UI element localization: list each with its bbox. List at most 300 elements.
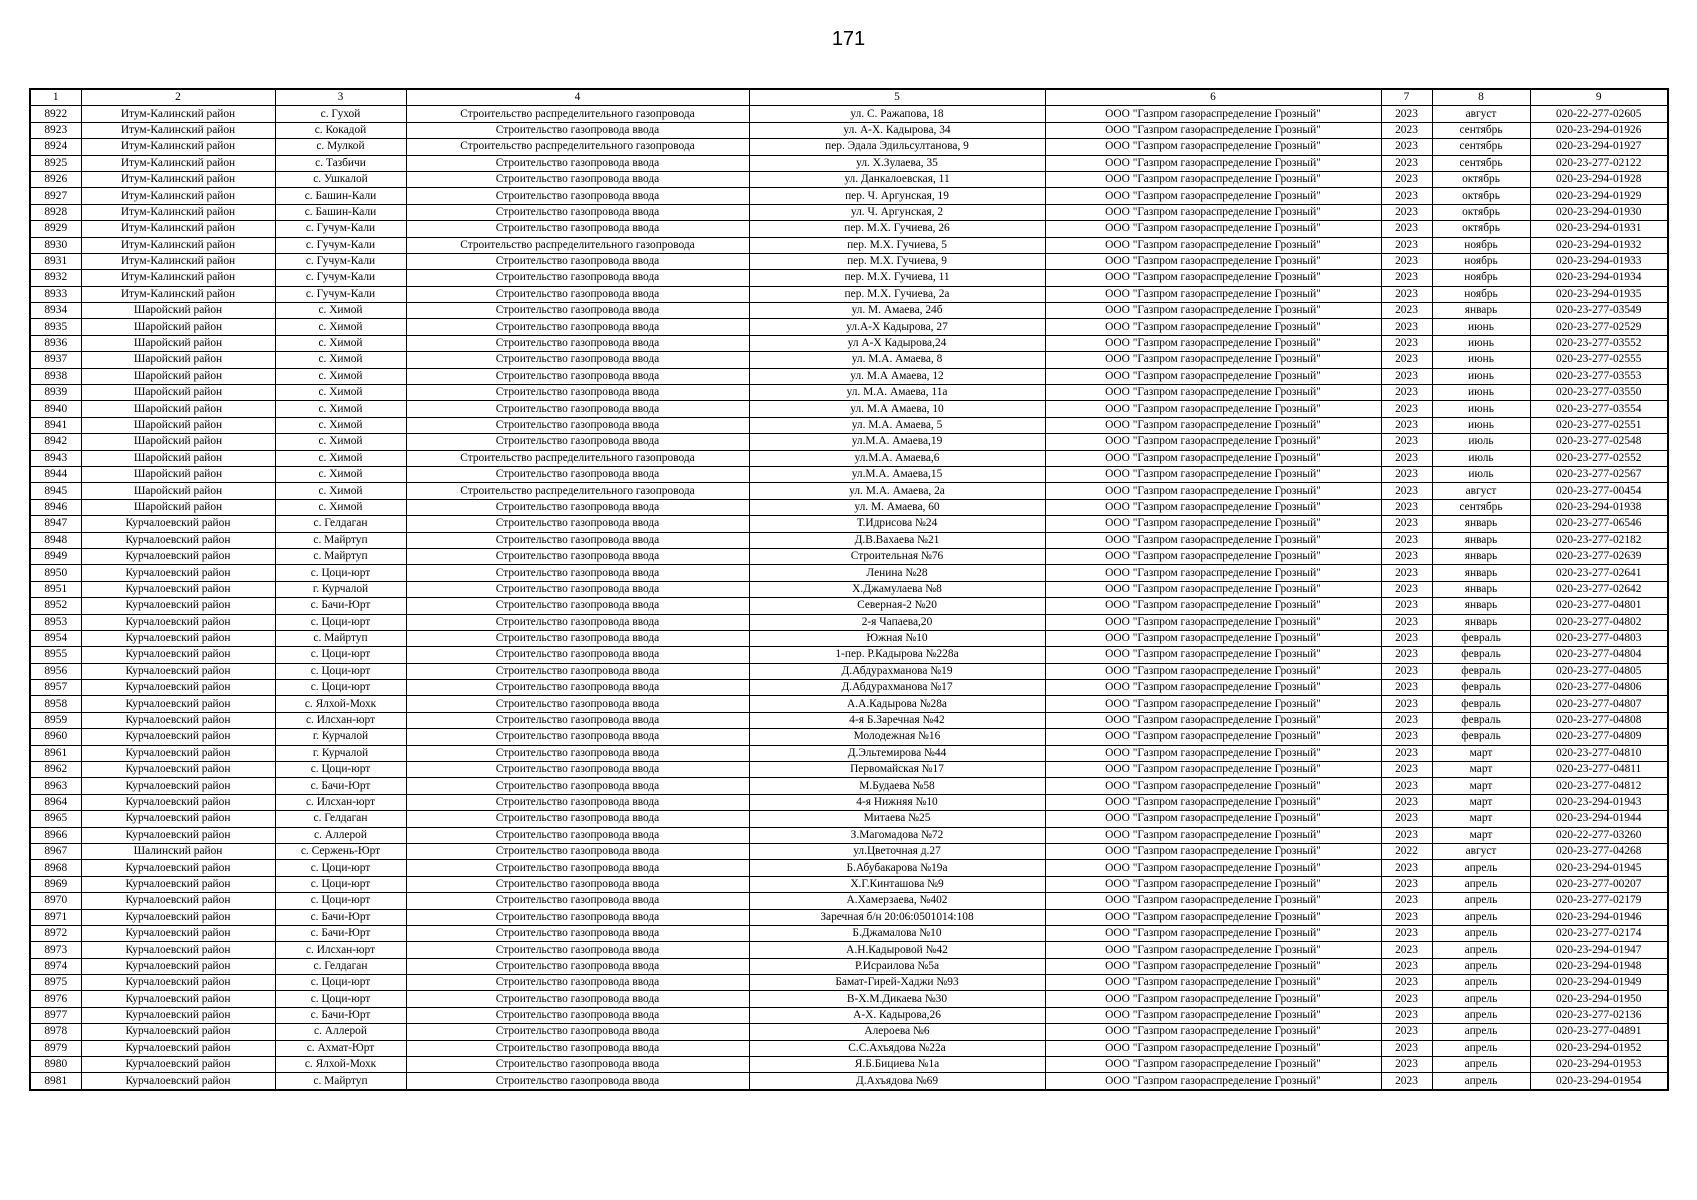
organization-cell: ООО "Газпром газораспределение Грозный" [1045, 106, 1381, 122]
code-cell: 020-23-277-02552 [1530, 450, 1668, 466]
row-number-cell: 8948 [30, 532, 81, 548]
month-cell: апрель [1432, 1040, 1530, 1056]
address-cell: ул. М.А. Амаева, 5 [749, 417, 1045, 433]
month-cell: сентябрь [1432, 499, 1530, 515]
organization-cell: ООО "Газпром газораспределение Грозный" [1045, 401, 1381, 417]
code-cell: 020-23-294-01926 [1530, 122, 1668, 138]
year-cell: 2023 [1381, 794, 1432, 810]
organization-cell: ООО "Газпром газораспределение Грозный" [1045, 155, 1381, 171]
settlement-cell: с. Башин-Кали [275, 204, 406, 220]
table-row [30, 139, 1668, 155]
work-type-cell: Строительство газопровода ввода [406, 204, 749, 220]
row-number-cell: 8942 [30, 434, 81, 450]
code-cell: 020-23-277-03550 [1530, 385, 1668, 401]
district-cell: Шалинский район [81, 843, 275, 859]
month-cell: июнь [1432, 417, 1530, 433]
table-row [30, 565, 1668, 581]
table-row [30, 1024, 1668, 1040]
district-cell: Итум-Калинский район [81, 155, 275, 171]
month-cell: сентябрь [1432, 122, 1530, 138]
district-cell: Курчалоевский район [81, 1024, 275, 1040]
address-cell: Д.Абдурахманова №17 [749, 680, 1045, 696]
row-number-cell: 8980 [30, 1057, 81, 1073]
row-number-cell: 8949 [30, 548, 81, 564]
year-cell: 2023 [1381, 188, 1432, 204]
year-cell: 2023 [1381, 319, 1432, 335]
work-type-cell: Строительство газопровода ввода [406, 827, 749, 843]
organization-cell: ООО "Газпром газораспределение Грозный" [1045, 122, 1381, 138]
table-row [30, 434, 1668, 450]
settlement-cell: с. Майртуп [275, 1073, 406, 1090]
address-cell: пер. М.Х. Гучиева, 11 [749, 270, 1045, 286]
district-cell: Курчалоевский район [81, 614, 275, 630]
organization-cell: ООО "Газпром газораспределение Грозный" [1045, 499, 1381, 515]
work-type-cell: Строительство газопровода ввода [406, 122, 749, 138]
organization-cell: ООО "Газпром газораспределение Грозный" [1045, 778, 1381, 794]
column-header: 2 [81, 89, 275, 106]
month-cell: февраль [1432, 729, 1530, 745]
year-cell: 2023 [1381, 548, 1432, 564]
month-cell: январь [1432, 516, 1530, 532]
work-type-cell: Строительство газопровода ввода [406, 647, 749, 663]
year-cell: 2023 [1381, 434, 1432, 450]
settlement-cell: с. Тазбичи [275, 155, 406, 171]
row-number-cell: 8931 [30, 253, 81, 269]
organization-cell: ООО "Газпром газораспределение Грозный" [1045, 696, 1381, 712]
settlement-cell: с. Ялхой-Мохк [275, 696, 406, 712]
district-cell: Итум-Калинский район [81, 237, 275, 253]
work-type-cell: Строительство газопровода ввода [406, 319, 749, 335]
organization-cell: ООО "Газпром газораспределение Грозный" [1045, 319, 1381, 335]
code-cell: 020-23-294-01931 [1530, 221, 1668, 237]
row-number-cell: 8955 [30, 647, 81, 663]
organization-cell: ООО "Газпром газораспределение Грозный" [1045, 385, 1381, 401]
page-number: 171 [831, 28, 866, 50]
row-number-cell: 8976 [30, 991, 81, 1007]
month-cell: июнь [1432, 335, 1530, 351]
table-row [30, 303, 1668, 319]
district-cell: Курчалоевский район [81, 1040, 275, 1056]
district-cell: Шаройский район [81, 303, 275, 319]
row-number-cell: 8930 [30, 237, 81, 253]
work-type-cell: Строительство газопровода ввода [406, 843, 749, 859]
table-row [30, 417, 1668, 433]
settlement-cell: с. Химой [275, 352, 406, 368]
table-row [30, 270, 1668, 286]
organization-cell: ООО "Газпром газораспределение Грозный" [1045, 253, 1381, 269]
table-row [30, 794, 1668, 810]
district-cell: Итум-Калинский район [81, 188, 275, 204]
district-cell: Курчалоевский район [81, 663, 275, 679]
settlement-cell: с. Цоци-юрт [275, 614, 406, 630]
address-cell: С.С.Ахъядова №22а [749, 1040, 1045, 1056]
settlement-cell: с. Бачи-Юрт [275, 778, 406, 794]
table-row [30, 171, 1668, 187]
month-cell: январь [1432, 581, 1530, 597]
organization-cell: ООО "Газпром газораспределение Грозный" [1045, 680, 1381, 696]
settlement-cell: с. Мулкой [275, 139, 406, 155]
column-header: 9 [1530, 89, 1668, 106]
row-number-cell: 8978 [30, 1024, 81, 1040]
district-cell: Курчалоевский район [81, 647, 275, 663]
year-cell: 2023 [1381, 909, 1432, 925]
row-number-cell: 8973 [30, 942, 81, 958]
year-cell: 2023 [1381, 204, 1432, 220]
year-cell: 2023 [1381, 893, 1432, 909]
settlement-cell: с. Цоци-юрт [275, 762, 406, 778]
row-number-cell: 8940 [30, 401, 81, 417]
row-number-cell: 8932 [30, 270, 81, 286]
month-cell: июнь [1432, 385, 1530, 401]
row-number-cell: 8961 [30, 745, 81, 761]
table-row [30, 1007, 1668, 1023]
year-cell: 2023 [1381, 335, 1432, 351]
month-cell: апрель [1432, 958, 1530, 974]
month-cell: ноябрь [1432, 286, 1530, 302]
row-number-cell: 8933 [30, 286, 81, 302]
settlement-cell: с. Башин-Кали [275, 188, 406, 204]
code-cell: 020-23-277-02548 [1530, 434, 1668, 450]
work-type-cell: Строительство газопровода ввода [406, 401, 749, 417]
settlement-cell: с. Ялхой-Мохк [275, 1057, 406, 1073]
month-cell: сентябрь [1432, 139, 1530, 155]
organization-cell: ООО "Газпром газораспределение Грозный" [1045, 221, 1381, 237]
settlement-cell: с. Цоци-юрт [275, 991, 406, 1007]
district-cell: Итум-Калинский район [81, 139, 275, 155]
settlement-cell: с. Цоци-юрт [275, 565, 406, 581]
code-cell: 020-23-294-01950 [1530, 991, 1668, 1007]
address-cell: Я.Б.Бициева №1а [749, 1057, 1045, 1073]
organization-cell: ООО "Газпром газораспределение Грозный" [1045, 1007, 1381, 1023]
settlement-cell: с. Бачи-Юрт [275, 909, 406, 925]
table-row [30, 286, 1668, 302]
code-cell: 020-23-277-04804 [1530, 647, 1668, 663]
district-cell: Шаройский район [81, 417, 275, 433]
address-cell: пер. Эдала Эдильсултанова, 9 [749, 139, 1045, 155]
month-cell: апрель [1432, 909, 1530, 925]
settlement-cell: с. Цоци-юрт [275, 860, 406, 876]
code-cell: 020-23-277-04811 [1530, 762, 1668, 778]
row-number-cell: 8950 [30, 565, 81, 581]
code-cell: 020-23-277-04810 [1530, 745, 1668, 761]
district-cell: Шаройский район [81, 319, 275, 335]
year-cell: 2023 [1381, 745, 1432, 761]
code-cell: 020-23-294-01948 [1530, 958, 1668, 974]
code-cell: 020-23-277-02182 [1530, 532, 1668, 548]
month-cell: март [1432, 827, 1530, 843]
year-cell: 2023 [1381, 630, 1432, 646]
district-cell: Шаройский район [81, 499, 275, 515]
work-type-cell: Строительство газопровода ввода [406, 876, 749, 892]
district-cell: Итум-Калинский район [81, 286, 275, 302]
address-cell: ул А-Х Кадырова,24 [749, 335, 1045, 351]
settlement-cell: с. Химой [275, 450, 406, 466]
table-row [30, 319, 1668, 335]
table-row [30, 401, 1668, 417]
table-row [30, 843, 1668, 859]
table-row [30, 860, 1668, 876]
organization-cell: ООО "Газпром газораспределение Грозный" [1045, 893, 1381, 909]
year-cell: 2023 [1381, 663, 1432, 679]
month-cell: июнь [1432, 401, 1530, 417]
row-number-cell: 8951 [30, 581, 81, 597]
table-row [30, 876, 1668, 892]
year-cell: 2023 [1381, 237, 1432, 253]
year-cell: 2023 [1381, 483, 1432, 499]
row-number-cell: 8945 [30, 483, 81, 499]
code-cell: 020-23-294-01952 [1530, 1040, 1668, 1056]
work-type-cell: Строительство газопровода ввода [406, 270, 749, 286]
organization-cell: ООО "Газпром газораспределение Грозный" [1045, 1024, 1381, 1040]
year-cell: 2023 [1381, 286, 1432, 302]
settlement-cell: с. Майртуп [275, 630, 406, 646]
code-cell: 020-22-277-02605 [1530, 106, 1668, 122]
row-number-cell: 8963 [30, 778, 81, 794]
table-row [30, 729, 1668, 745]
table-row [30, 516, 1668, 532]
table-row [30, 352, 1668, 368]
address-cell: 4-я Б.Заречная №42 [749, 712, 1045, 728]
year-cell: 2023 [1381, 1057, 1432, 1073]
table-header-row [30, 89, 1668, 106]
table-row [30, 385, 1668, 401]
table-row [30, 630, 1668, 646]
month-cell: июнь [1432, 319, 1530, 335]
month-cell: апрель [1432, 860, 1530, 876]
settlement-cell: с. Гухой [275, 106, 406, 122]
work-type-cell: Строительство газопровода ввода [406, 893, 749, 909]
table-row [30, 155, 1668, 171]
address-cell: ул. Ч. Аргунская, 2 [749, 204, 1045, 220]
code-cell: 020-23-277-02122 [1530, 155, 1668, 171]
district-cell: Шаройский район [81, 401, 275, 417]
row-number-cell: 8970 [30, 893, 81, 909]
district-cell: Курчалоевский район [81, 762, 275, 778]
work-type-cell: Строительство распределительного газопровода [406, 139, 749, 155]
row-number-cell: 8979 [30, 1040, 81, 1056]
month-cell: февраль [1432, 663, 1530, 679]
row-number-cell: 8941 [30, 417, 81, 433]
work-type-cell: Строительство газопровода ввода [406, 155, 749, 171]
work-type-cell: Строительство газопровода ввода [406, 171, 749, 187]
district-cell: Курчалоевский район [81, 565, 275, 581]
organization-cell: ООО "Газпром газораспределение Грозный" [1045, 516, 1381, 532]
year-cell: 2023 [1381, 729, 1432, 745]
settlement-cell: с. Цоци-юрт [275, 680, 406, 696]
code-cell: 020-23-294-01947 [1530, 942, 1668, 958]
work-type-cell: Строительство газопровода ввода [406, 762, 749, 778]
district-cell: Курчалоевский район [81, 712, 275, 728]
row-number-cell: 8936 [30, 335, 81, 351]
settlement-cell: с. Химой [275, 483, 406, 499]
organization-cell: ООО "Газпром газораспределение Грозный" [1045, 171, 1381, 187]
address-cell: пер. Ч. Аргунская, 19 [749, 188, 1045, 204]
month-cell: январь [1432, 532, 1530, 548]
table-row [30, 499, 1668, 515]
table-row [30, 614, 1668, 630]
code-cell: 020-23-277-00207 [1530, 876, 1668, 892]
settlement-cell: с. Гучум-Кали [275, 221, 406, 237]
month-cell: январь [1432, 303, 1530, 319]
work-type-cell: Строительство газопровода ввода [406, 499, 749, 515]
row-number-cell: 8944 [30, 466, 81, 482]
address-cell: Молодежная №16 [749, 729, 1045, 745]
year-cell: 2023 [1381, 876, 1432, 892]
address-cell: ул. А-Х. Кадырова, 34 [749, 122, 1045, 138]
work-type-cell: Строительство газопровода ввода [406, 696, 749, 712]
code-cell: 020-23-277-02179 [1530, 893, 1668, 909]
year-cell: 2023 [1381, 925, 1432, 941]
month-cell: февраль [1432, 696, 1530, 712]
work-type-cell: Строительство газопровода ввода [406, 565, 749, 581]
table-row [30, 942, 1668, 958]
organization-cell: ООО "Газпром газораспределение Грозный" [1045, 532, 1381, 548]
code-cell: 020-23-277-03552 [1530, 335, 1668, 351]
work-type-cell: Строительство газопровода ввода [406, 811, 749, 827]
month-cell: апрель [1432, 876, 1530, 892]
year-cell: 2023 [1381, 417, 1432, 433]
year-cell: 2023 [1381, 450, 1432, 466]
organization-cell: ООО "Газпром газораспределение Грозный" [1045, 811, 1381, 827]
organization-cell: ООО "Газпром газораспределение Грозный" [1045, 286, 1381, 302]
organization-cell: ООО "Газпром газораспределение Грозный" [1045, 745, 1381, 761]
column-header: 1 [30, 89, 81, 106]
work-type-cell: Строительство газопровода ввода [406, 581, 749, 597]
row-number-cell: 8971 [30, 909, 81, 925]
organization-cell: ООО "Газпром газораспределение Грозный" [1045, 1073, 1381, 1090]
row-number-cell: 8934 [30, 303, 81, 319]
district-cell: Шаройский район [81, 450, 275, 466]
work-type-cell: Строительство газопровода ввода [406, 221, 749, 237]
table-row [30, 680, 1668, 696]
row-number-cell: 8966 [30, 827, 81, 843]
address-cell: А.Хамерзаева, №402 [749, 893, 1045, 909]
code-cell: 020-23-277-02174 [1530, 925, 1668, 941]
month-cell: март [1432, 762, 1530, 778]
organization-cell: ООО "Газпром газораспределение Грозный" [1045, 565, 1381, 581]
organization-cell: ООО "Газпром газораспределение Грозный" [1045, 188, 1381, 204]
settlement-cell: с. Майртуп [275, 532, 406, 548]
work-type-cell: Строительство газопровода ввода [406, 975, 749, 991]
row-number-cell: 8946 [30, 499, 81, 515]
work-type-cell: Строительство газопровода ввода [406, 794, 749, 810]
year-cell: 2023 [1381, 811, 1432, 827]
month-cell: январь [1432, 565, 1530, 581]
address-cell: Б.Джамалова №10 [749, 925, 1045, 941]
work-type-cell: Строительство газопровода ввода [406, 778, 749, 794]
settlement-cell: с. Гучум-Кали [275, 286, 406, 302]
row-number-cell: 8953 [30, 614, 81, 630]
code-cell: 020-23-294-01927 [1530, 139, 1668, 155]
address-cell: ул.А-Х Кадырова, 27 [749, 319, 1045, 335]
year-cell: 2023 [1381, 1073, 1432, 1090]
month-cell: июль [1432, 434, 1530, 450]
organization-cell: ООО "Газпром газораспределение Грозный" [1045, 1040, 1381, 1056]
year-cell: 2023 [1381, 827, 1432, 843]
organization-cell: ООО "Газпром газораспределение Грозный" [1045, 925, 1381, 941]
settlement-cell: с. Химой [275, 499, 406, 515]
organization-cell: ООО "Газпром газораспределение Грозный" [1045, 860, 1381, 876]
code-cell: 020-23-294-01954 [1530, 1073, 1668, 1090]
code-cell: 020-23-277-02555 [1530, 352, 1668, 368]
year-cell: 2023 [1381, 991, 1432, 1007]
month-cell: февраль [1432, 647, 1530, 663]
year-cell: 2023 [1381, 385, 1432, 401]
work-type-cell: Строительство распределительного газопровода [406, 106, 749, 122]
district-cell: Курчалоевский район [81, 1007, 275, 1023]
work-type-cell: Строительство газопровода ввода [406, 729, 749, 745]
code-cell: 020-23-294-01930 [1530, 204, 1668, 220]
address-cell: Заречная б/н 20:06:0501014:108 [749, 909, 1045, 925]
month-cell: сентябрь [1432, 155, 1530, 171]
code-cell: 020-23-277-02136 [1530, 1007, 1668, 1023]
month-cell: январь [1432, 598, 1530, 614]
work-type-cell: Строительство газопровода ввода [406, 188, 749, 204]
address-cell: Первомайская №17 [749, 762, 1045, 778]
code-cell: 020-23-277-03553 [1530, 368, 1668, 384]
address-cell: А.Н.Кадыровой №42 [749, 942, 1045, 958]
month-cell: ноябрь [1432, 253, 1530, 269]
year-cell: 2023 [1381, 860, 1432, 876]
column-header: 4 [406, 89, 749, 106]
district-cell: Курчалоевский район [81, 811, 275, 827]
work-type-cell: Строительство газопровода ввода [406, 335, 749, 351]
code-cell: 020-23-277-04802 [1530, 614, 1668, 630]
table-row [30, 204, 1668, 220]
month-cell: апрель [1432, 925, 1530, 941]
organization-cell: ООО "Газпром газораспределение Грозный" [1045, 352, 1381, 368]
year-cell: 2023 [1381, 1007, 1432, 1023]
table-row [30, 663, 1668, 679]
year-cell: 2023 [1381, 942, 1432, 958]
work-type-cell: Строительство газопровода ввода [406, 598, 749, 614]
address-cell: З.Магомадова №72 [749, 827, 1045, 843]
address-cell: Бамат-Гирей-Хаджи №93 [749, 975, 1045, 991]
settlement-cell: с. Цоци-юрт [275, 663, 406, 679]
district-cell: Курчалоевский район [81, 827, 275, 843]
year-cell: 2023 [1381, 122, 1432, 138]
district-cell: Курчалоевский район [81, 909, 275, 925]
month-cell: февраль [1432, 712, 1530, 728]
month-cell: июль [1432, 450, 1530, 466]
organization-cell: ООО "Газпром газораспределение Грозный" [1045, 1057, 1381, 1073]
work-type-cell: Строительство газопровода ввода [406, 303, 749, 319]
organization-cell: ООО "Газпром газораспределение Грозный" [1045, 417, 1381, 433]
work-type-cell: Строительство газопровода ввода [406, 909, 749, 925]
year-cell: 2023 [1381, 598, 1432, 614]
organization-cell: ООО "Газпром газораспределение Грозный" [1045, 270, 1381, 286]
work-type-cell: Строительство газопровода ввода [406, 925, 749, 941]
settlement-cell: с. Илсхан-юрт [275, 794, 406, 810]
work-type-cell: Строительство газопровода ввода [406, 942, 749, 958]
year-cell: 2023 [1381, 647, 1432, 663]
code-cell: 020-23-294-01932 [1530, 237, 1668, 253]
table-row [30, 1073, 1668, 1090]
year-cell: 2023 [1381, 532, 1432, 548]
organization-cell: ООО "Газпром газораспределение Грозный" [1045, 368, 1381, 384]
work-type-cell: Строительство газопровода ввода [406, 516, 749, 532]
month-cell: август [1432, 843, 1530, 859]
organization-cell: ООО "Газпром газораспределение Грозный" [1045, 794, 1381, 810]
month-cell: апрель [1432, 975, 1530, 991]
code-cell: 020-23-277-04803 [1530, 630, 1668, 646]
table-row [30, 811, 1668, 827]
row-number-cell: 8935 [30, 319, 81, 335]
month-cell: июль [1432, 466, 1530, 482]
settlement-cell: с. Илсхан-юрт [275, 712, 406, 728]
month-cell: апрель [1432, 893, 1530, 909]
table-row [30, 909, 1668, 925]
